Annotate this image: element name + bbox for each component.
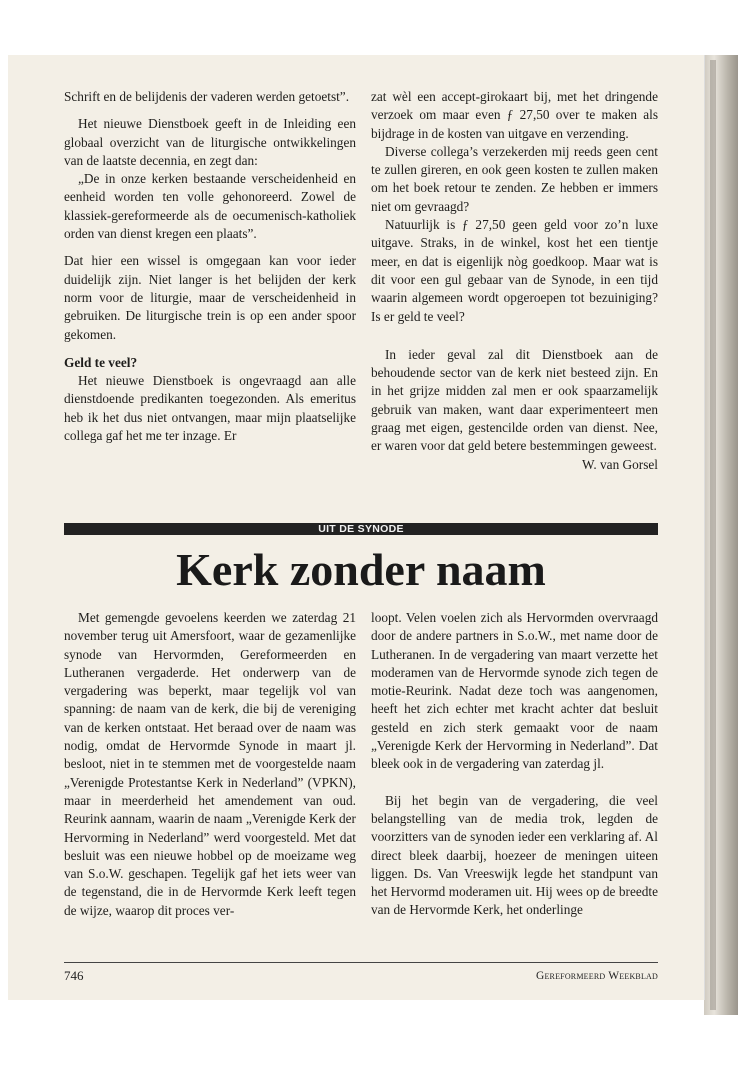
- author-signature: W. van Gorsel: [582, 456, 658, 472]
- bottom-left-column: [64, 609, 356, 920]
- publication-name: Gereformeerd Weekblad: [535, 970, 658, 982]
- paragraph: Dat hier een wissel is omgegaan kan voor ieder duidelijk zijn. Niet langer is het belijden der kerk norm voor de liturgie, maar de verscheidenheid in gebruiken. De liturgische trein is op een ander spoor gekomen.: [64, 253, 356, 342]
- footer-rule: [64, 962, 658, 963]
- paragraph: Schrift en de belijdenis der vaderen werden getoetst”.: [64, 89, 350, 104]
- top-right-column: [371, 88, 658, 474]
- page-number: 746: [64, 968, 84, 983]
- paragraph-text: In ieder geval zal dit Dienstboek aan de behoudende sector van de kerk niet besteed zijn. En in het grijze midden zal men er ook spaarzamelijk gebruik van maken, want daar experimenteert men graag met eigen, gestencilde orden van dienst. Nee, er waren voor dat geld betere bestemmingen geweest.: [371, 346, 658, 454]
- paragraph: [371, 346, 658, 472]
- page-edge-shadow: [710, 60, 716, 1010]
- paragraph: Met gemengde gevoelens keerden we zaterdag 21 november terug uit Amersfoort, waar de gezamenlijke synode van Hervormden, Gereformeerden en Lutheranen vergaderde. Het onderwerp van de vergadering was beperkt, maar tegelijk vol van spanning: de naam van de kerk, die bij de vereniging van de kerken ontstaat. Het beraad over de naam was nodig, omdat de Hervormde Synode in maart jl. besloot, niet in te stemmen met de voorgestelde naam „Verenigde Protestantse Kerk in Nederland” (VPKN), maar in meerderheid het amendement van oud. Reurink aannam, waarin de naam „Verenigde Kerk der Hervorming in Nederland” werd voorgesteld. Met dat besluit was een nieuwe hobbel op de moeizame weg van S.o.W. geschapen. Tegelijk gaf het iets weer van de tegenstand, die in de Hervormde Kerk leeft tegen de wijze, waarop dit proces ver-: [64, 610, 356, 918]
- article-headline: Kerk zonder naam: [176, 544, 546, 595]
- paragraph: Het nieuwe Dienstboek is ongevraagd aan alle dienstdoende predikanten toegezonden. Als emeritus heb ik het dus niet ontvangen, maar mijn plaatselijke collega gaf het me ter inzage. Er: [64, 373, 356, 444]
- top-left-column: [64, 88, 356, 445]
- paragraph: Het nieuwe Dienstboek geeft in de Inleiding een globaal overzicht van de liturgische ontwikkelingen van de laatste decennia, en zegt dan:: [64, 116, 356, 168]
- paragraph: loopt. Velen voelen zich als Hervormden overvraagd door de andere partners in S.o.W., met name door de Lutheranen. In de vergadering van maart verzette het moderamen van de Hervormde synode zich tegen de motie-Reurink. Nadat deze toch was aangenomen, heeft het zich echter met kracht achter dat besluit gesteld en zich sterk gemaakt voor de naam „Verenigde Kerk der Hervorming in Nederland”. Dat bleek ook in de vergadering van zaterdag jl.: [371, 610, 658, 772]
- paragraph: zat wèl een accept-girokaart bij, met het dringende verzoek om maar even ƒ 27,50 over te maken als bijdrage in de kosten van uitgave en verzending.: [371, 89, 658, 141]
- paragraph: Bij het begin van de vergadering, die veel belangstelling van de media trok, legden de voorzitters van de synoden ieder een verklaring af. Al direct bleek daarbij, hoezeer de meningen uiteen liggen. Ds. Van Vreeswijk legde het standpunt van het Hervormd moderamen uit. Hij wees op de breedte van de Hervormde Kerk, het onderlinge: [371, 792, 658, 918]
- paragraph: Natuurlijk is ƒ 27,50 geen geld voor zo’n luxe uitgave. Straks, in de winkel, kost het een tientje meer, en dat is eigenlijk nòg goedkoop. Maar wat is dit voor een gul gebaar van de Synode, in een tijd waarin algemeen wordt opgeroepen tot bezuiniging? Is er geld te veel?: [371, 217, 658, 324]
- paragraph: Diverse collega’s verzekerden mij reeds geen cent te zullen gireren, en ook geen kosten te zullen maken om het boek retour te zenden. Ze hebben er immers niet om gevraagd?: [371, 143, 658, 214]
- section-label: UIT DE SYNODE: [64, 523, 658, 535]
- bottom-right-column: [371, 609, 658, 920]
- subheading: Geld te veel?: [64, 354, 138, 370]
- quotation: „De in onze kerken bestaande verscheidenheid en eenheid worden ten volle gehonoreerd. Zowel de klassiek-gereformeerde als de oecumenisch-katholiek orden van dienst kregen een plaats”.: [64, 171, 356, 242]
